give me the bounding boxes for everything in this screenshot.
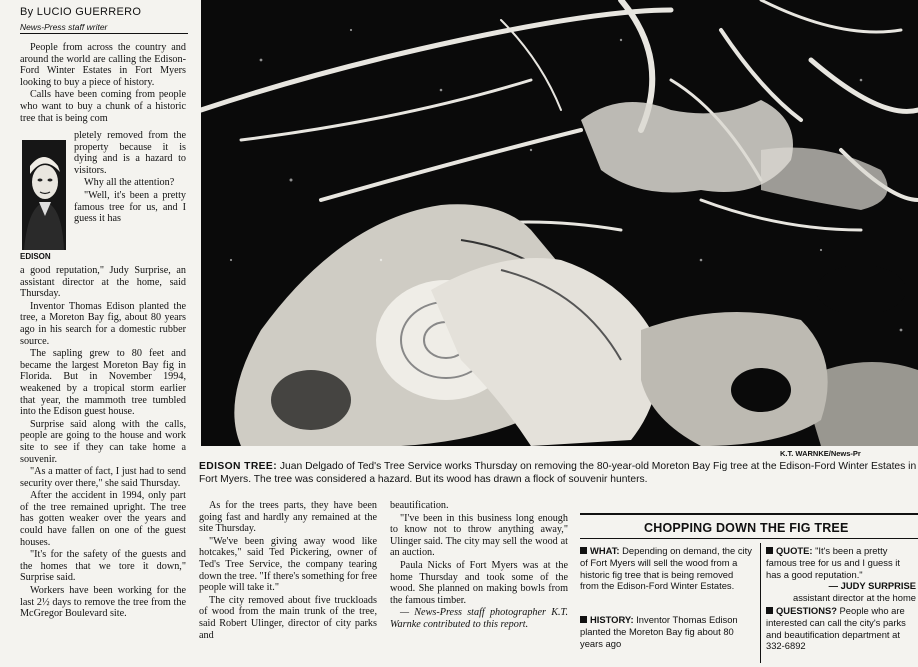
- paragraph: "We've been giving away wood like hotcakes," said Ted Pickering, owner of Ted's Tree Service, the company tearing down the tree. "If there's something for free people will take it.": [199, 535, 377, 594]
- paragraph: Inventor Thomas Edison planted the tree, a Moreton Bay fig, about 80 years ago in his search for a domestic rubber source.: [20, 300, 186, 347]
- caption-text: Juan Delgado of Ted's Tree Service works Thursday on removing the 80-year-old Moreton Bay Fig tree at the Edison-Ford Winter Estates in Fort Myers. The tree was considered a hazard. But its wood has drawn a flock of souvenir hunters.: [199, 461, 917, 485]
- column-3: [390, 500, 568, 632]
- sidebar-history: [580, 614, 752, 649]
- column-1-bottom: [20, 265, 186, 621]
- mug-caption: EDISON: [20, 252, 51, 261]
- quote-text: "It's been a pretty famous tree for us and I guess it has a good reputation.": [766, 545, 900, 580]
- staff-writer-label: News-Press staff writer: [20, 22, 108, 32]
- bullet-square-icon: [580, 616, 587, 623]
- sidebar-questions: [766, 605, 916, 652]
- column-2: [199, 500, 377, 642]
- paragraph: "As a matter of fact, I just had to send security over there," she said Thursday.: [20, 466, 186, 489]
- what-text: Depending on demand, the city of Fort Myers will sell the wood from a historic fig tree that is being removed from the Edison-Ford Winter Estates.: [580, 545, 752, 592]
- paragraph: The sapling grew to 80 feet and became the largest Moreton Bay fig in Florida. But in November 1994, weakened by a tropical storm earlier that year, the mammoth tree tumbled into the Edison guest house.: [20, 348, 186, 418]
- paragraph: Calls have been coming from people who want to buy a chunk of a historic tree that is being com: [20, 89, 186, 124]
- paragraph: pletely removed from the property because it is dying and is a hazard to visitors.: [74, 130, 186, 176]
- paragraph: As for the trees parts, they have been going fast and hardly any remained at the site Thursday.: [199, 500, 377, 535]
- paragraph: Why all the attention?: [84, 177, 175, 189]
- bullet-square-icon: [580, 547, 587, 554]
- fig-tree-image: [201, 0, 918, 446]
- paragraph: People from across the country and around the world are calling the Edison-Ford Winter Estates in Fort Myers looking to buy a piece of history.: [20, 42, 186, 88]
- quote-attribution: — JUDY SURPRISE: [828, 580, 916, 592]
- byline-rule: [20, 33, 188, 34]
- mug-photo: [22, 140, 66, 250]
- paragraph: After the accident in 1994, only part of the tree remained upright. The tree has gotten weaker over the years and could have fallen on one of the guest houses.: [20, 490, 186, 548]
- history-label: HISTORY:: [590, 614, 634, 625]
- paragraph: Surprise said along with the calls, people are going to the house and work site to see if they can take home a souvenir.: [20, 418, 186, 465]
- sidebar-title: CHOPPING DOWN THE FIG TREE: [580, 513, 918, 539]
- questions-label: QUESTIONS?: [776, 605, 837, 616]
- paragraph: The city removed about five truckloads of wood from the main trunk of the tree, said Robert Ulinger, director of city parks and: [199, 594, 377, 641]
- photo-caption: [199, 461, 918, 486]
- paragraph: Paula Nicks of Fort Myers was at the home Thursday and took some of the wood. She planned on making bowls from the famous timber.: [390, 559, 568, 606]
- quote-role: assistant director at the home: [793, 592, 916, 604]
- paragraph: a good reputation," Judy Surprise, an assistant director at the home, said Thursday.: [20, 265, 186, 300]
- sidebar-divider: [760, 543, 761, 663]
- what-label: WHAT:: [590, 545, 620, 556]
- paragraph: beautification.: [390, 500, 449, 511]
- portrait-image: [22, 140, 66, 250]
- paragraph: Workers have been working for the last 2½ days to remove the tree from the McGregor Boulevard site.: [20, 585, 186, 620]
- tree-photo: [201, 0, 918, 446]
- contributor-note: — News-Press staff photographer K.T. Warnke contributed to this report.: [390, 607, 568, 630]
- column-1-wrap: [74, 130, 186, 226]
- column-1-top: [20, 42, 186, 125]
- photo-credit: K.T. WARNKE/News-Pr: [780, 449, 861, 458]
- byline: By LUCIO GUERRERO: [20, 6, 142, 18]
- quote-label: QUOTE:: [776, 545, 813, 556]
- history-text: Inventor Thomas Edison planted the Moreton Bay fig about 80 years ago: [580, 614, 738, 649]
- bullet-square-icon: [766, 547, 773, 554]
- bullet-square-icon: [766, 607, 773, 614]
- questions-text: People who are interested can call the city's parks and beautification department at 332-6892: [766, 605, 906, 652]
- caption-lead: EDISON TREE:: [199, 461, 278, 472]
- sidebar-what: [580, 545, 752, 592]
- paragraph: "It's for the safety of the guests and the homes that we tore it down," Surprise said.: [20, 549, 186, 584]
- paragraph: "I've been in this business long enough to know not to throw anything away," Ulinger said. The city may sell the wood at an auction.: [390, 512, 568, 559]
- sidebar-quote: [766, 545, 916, 604]
- paragraph: "Well, it's been a pretty famous tree for us, and I guess it has: [74, 189, 186, 225]
